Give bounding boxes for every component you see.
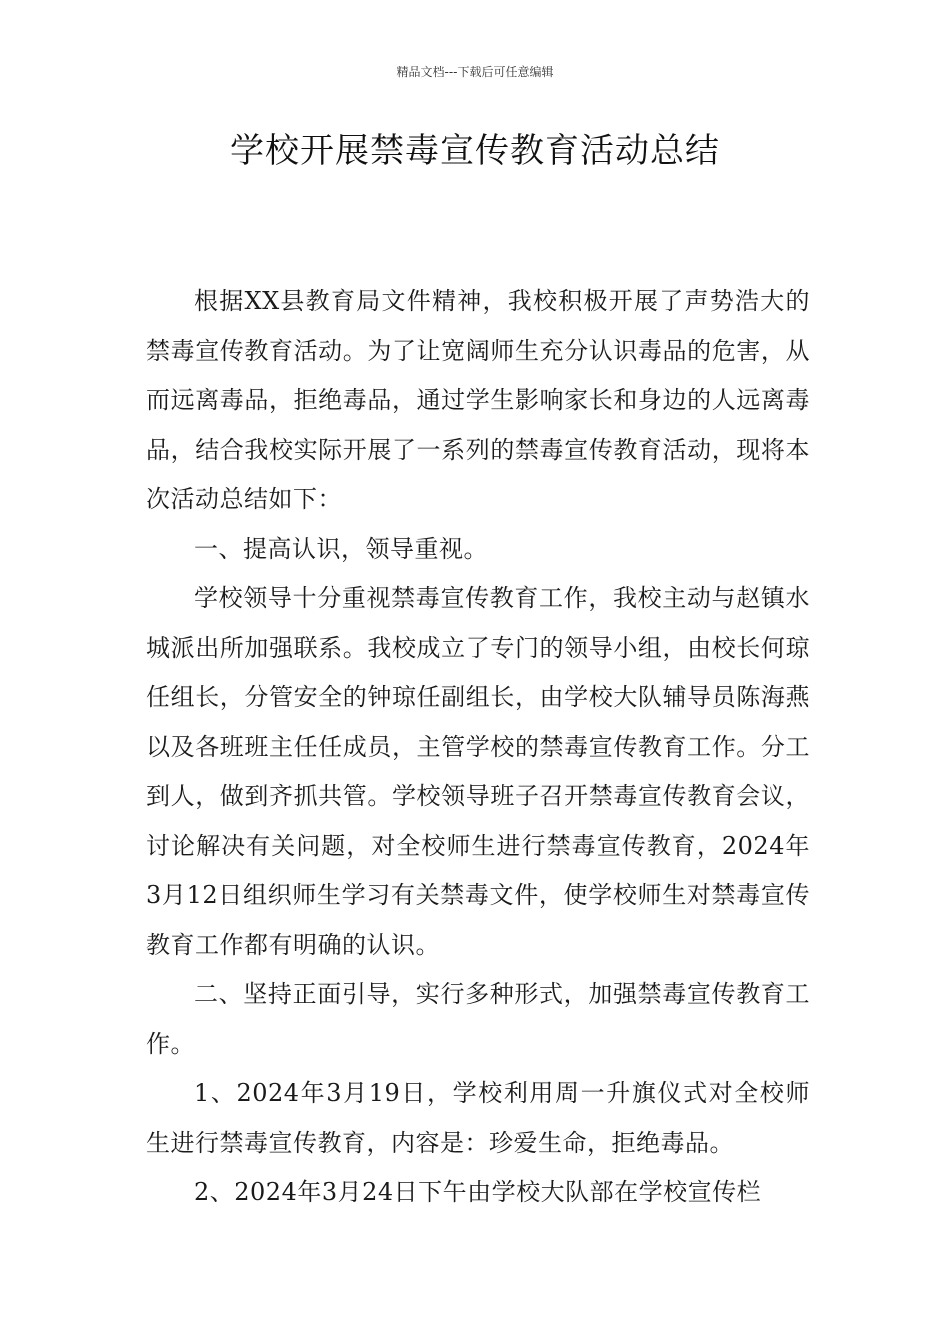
- paragraph-item-2: 2、2024年3月24日下午由学校大队部在学校宣传栏: [194, 1178, 762, 1206]
- paragraph-item-1: 1、2024年3月19日，学校利用周一升旗仪式对全校师生进行禁毒宣传教育，内容是：珍爱生命，拒绝毒品。: [146, 1079, 810, 1157]
- paragraph-section-1: 学校领导十分重视禁毒宣传教育工作，我校主动与赵镇水城派出所加强联系。我校成立了专门的领导小组，由校长何琼任组长，分管安全的钟琼任副组长，由学校大队辅导员陈海燕以及各班班主任任成员，主管学校的禁毒宣传教育工作。分工到人，做到齐抓共管。学校领导班子召开禁毒宣传教育会议，讨论解决有关问题，对全校师生进行禁毒宣传教育，2024年3月12日组织师生学习有关禁毒文件，使学校师生对禁毒宣传教育工作都有明确的认识。: [146, 584, 810, 959]
- section-heading-2: 二、坚持正面引导，实行多种形式，加强禁毒宣传教育工作。: [146, 980, 810, 1058]
- document-body: [146, 277, 810, 1218]
- document-title: 学校开展禁毒宣传教育活动总结: [230, 131, 720, 171]
- header-note: 精品文档---下载后可任意编辑: [396, 65, 554, 79]
- section-heading-1: 一、提高认识，领导重视。: [194, 534, 488, 563]
- paragraph-intro: 根据XX县教育局文件精神，我校积极开展了声势浩大的禁毒宣传教育活动。为了让宽阔师生充分认识毒品的危害，从而远离毒品，拒绝毒品，通过学生影响家长和身边的人远离毒品，结合我校实际开展了一系列的禁毒宣传教育活动，现将本次活动总结如下：: [146, 287, 810, 513]
